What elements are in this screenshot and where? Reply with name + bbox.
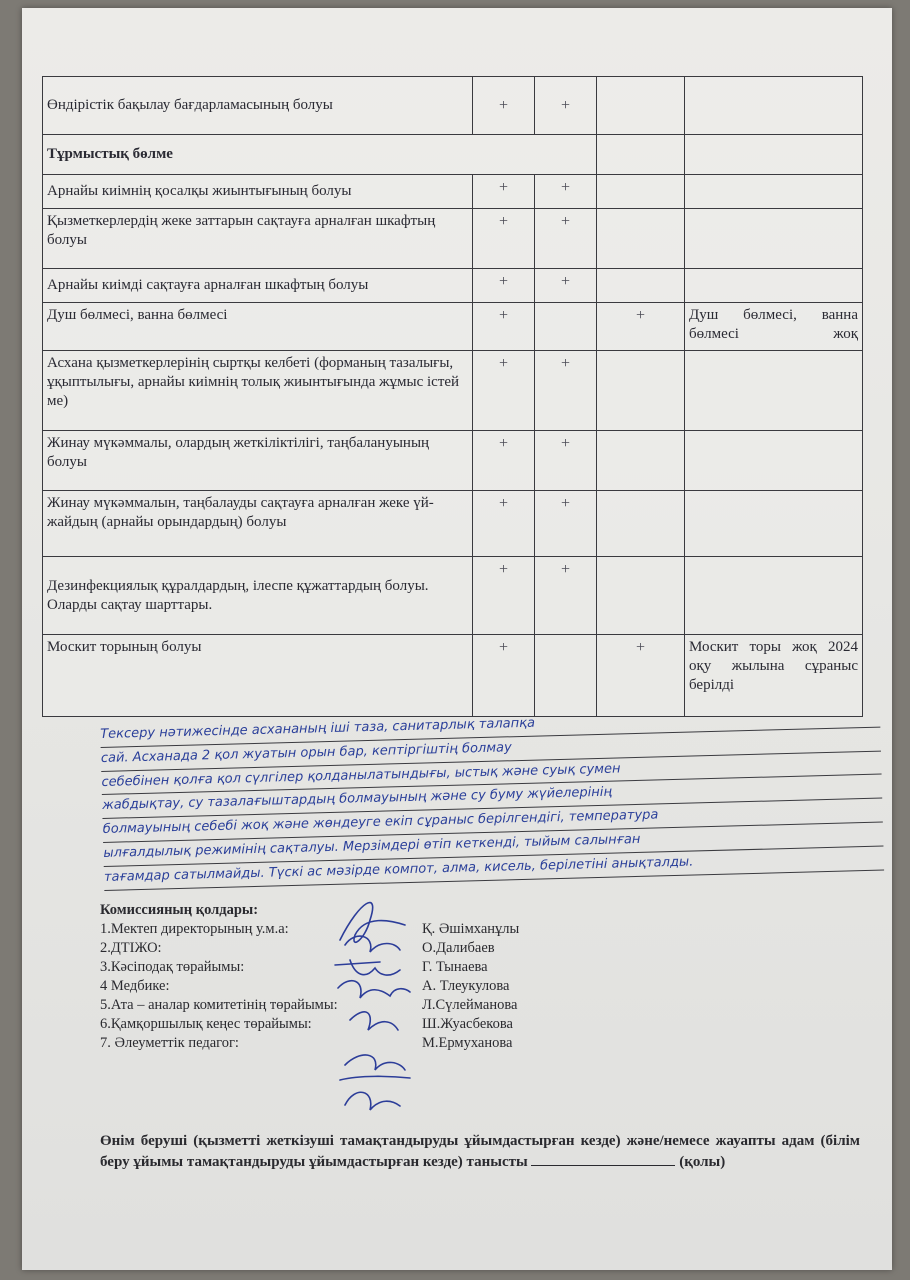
criterion-cell: Қызметкерлердің жеке заттарын сақтауға арналған шкафтың болуы: [43, 209, 473, 269]
handwritten-line: тағамдар сатылмайды. Түскі ас мәзірде компот, алма, кисель, берілетіні анықталды.: [104, 846, 884, 890]
mark-cell: +: [473, 303, 535, 351]
handwritten-line: жабдықтау, су тазалағыштардың болмауының және су буму жүйелерінің: [102, 775, 882, 819]
mark-cell: [597, 491, 685, 557]
signature-line: [531, 1151, 675, 1166]
mark-cell: +: [535, 175, 597, 209]
member-name: А. Тлеукулова: [422, 978, 510, 994]
signature-mark: [338, 981, 410, 998]
member-role: 5.Ата – аналар комитетінің төрайымы:: [100, 997, 338, 1013]
mark-cell: +: [473, 77, 535, 135]
handwritten-line: себебінен қолға қол сүлгілер қолданылатындығы, ыстық және суық сумен: [101, 751, 881, 795]
mark-cell: +: [535, 431, 597, 491]
mark-cell: +: [473, 491, 535, 557]
note-cell: [685, 557, 863, 635]
mark-cell: +: [473, 557, 535, 635]
mark-cell: +: [473, 351, 535, 431]
signature-mark: [345, 1092, 400, 1110]
handwritten-signatures: [320, 880, 430, 1130]
mark-cell: +: [473, 269, 535, 303]
provider-acknowledgement: [100, 1131, 860, 1172]
handwritten-line: Тексеру нәтижесінде асхананың іші таза, санитарлық талапқа: [100, 704, 880, 748]
handwritten-conclusion: [100, 704, 884, 891]
signature-mark: [340, 903, 405, 943]
note-cell: [685, 209, 863, 269]
member-role: 3.Кәсіподақ төрайымы:: [100, 959, 245, 975]
member-name: Қ. Әшімханұлы: [422, 921, 520, 937]
signature-mark: [340, 1055, 410, 1080]
mark-cell: +: [597, 303, 685, 351]
checklist-table: [42, 76, 863, 717]
commission-title: Комиссияның қолдары:: [100, 902, 259, 918]
member-role: 1.Мектеп директорының у.м.а:: [100, 921, 289, 937]
note-cell: Душ бөлмесі, ванна бөлмесі жоқ: [685, 303, 863, 351]
table-row: [43, 175, 863, 209]
member-name: Л.Сүлейманова: [422, 997, 518, 1013]
mark-cell: +: [473, 431, 535, 491]
criterion-cell: Жинау мүкәммалын, таңбалауды сақтауға арналған жеке үй-жайдың (арнайы орындардың) болуы: [43, 491, 473, 557]
table-row: [43, 557, 863, 635]
note-cell: [685, 491, 863, 557]
member-role: 7. Әлеуметтік педагог:: [100, 1035, 239, 1051]
mark-cell: +: [535, 491, 597, 557]
criterion-cell: Арнайы киімнің қосалқы жиынтығының болуы: [43, 175, 473, 209]
criterion-cell: Душ бөлмесі, ванна бөлмесі: [43, 303, 473, 351]
table-row: [43, 635, 863, 717]
note-cell: [685, 269, 863, 303]
criterion-cell: Өндірістік бақылау бағдарламасының болуы: [43, 77, 473, 135]
table-row: [43, 209, 863, 269]
member-name: Г. Тынаева: [422, 959, 488, 975]
handwritten-line: сай. Асханада 2 қол жуатын орын бар, кептіргіштің болмау: [101, 727, 881, 771]
mark-cell: [597, 175, 685, 209]
table-row: [43, 269, 863, 303]
mark-cell: +: [597, 635, 685, 717]
mark-cell: +: [473, 175, 535, 209]
signature-mark: [350, 1012, 398, 1030]
signature-mark: [335, 960, 400, 975]
mark-cell: +: [473, 209, 535, 269]
member-name: О.Далибаев: [422, 940, 495, 956]
mark-cell: [535, 303, 597, 351]
section-heading: Тұрмыстық бөлме: [43, 135, 597, 175]
table-row: [43, 77, 863, 135]
criterion-cell: Дезинфекциялық құралдардың, ілеспе құжаттардың болуы. Оларды сақтау шарттары.: [43, 557, 473, 635]
mark-cell: +: [535, 351, 597, 431]
mark-cell: +: [535, 77, 597, 135]
mark-cell: +: [535, 269, 597, 303]
note-cell: Москит торы жоқ 2024 оқу жылына сұраныс берілді: [685, 635, 863, 717]
table-row: [43, 491, 863, 557]
mark-cell: [597, 351, 685, 431]
handwritten-line: ылғалдылық режимінің сақталуы. Мерзімдері өтіп кеткенді, тыйым салынған: [103, 823, 883, 867]
signature-label: (қолы): [679, 1154, 726, 1170]
mark-cell: [597, 557, 685, 635]
table-row: [43, 351, 863, 431]
note-cell: [685, 431, 863, 491]
mark-cell: [597, 269, 685, 303]
mark-cell: [535, 635, 597, 717]
member-name: Ш.Жуасбекова: [422, 1016, 513, 1032]
criterion-cell: Жинау мүкәммалы, олардың жеткіліктілігі, таңбалануының болуы: [43, 431, 473, 491]
mark-cell: [597, 431, 685, 491]
criterion-cell: Арнайы киімді сақтауға арналған шкафтың болуы: [43, 269, 473, 303]
mark-cell: +: [535, 557, 597, 635]
mark-cell: +: [473, 635, 535, 717]
table-row: [43, 431, 863, 491]
table-row: [43, 135, 863, 175]
member-role: 4 Медбике:: [100, 978, 170, 994]
acknowledgement-text: Өнім беруші (қызметті жеткізуші тамақтандыруды ұйымдастырған кезде) және/немесе жауапты адам (білім беру ұйымы тамақтандыруды ұйымдастырған кезде) танысты: [100, 1133, 860, 1170]
criterion-cell: Асхана қызметкерлерінің сыртқы келбеті (форманың тазалығы, ұқыптылығы, арнайы киімнің толық жиынтығында жұмыс істей ме): [43, 351, 473, 431]
member-name: М.Ермуханова: [422, 1035, 513, 1051]
note-cell: [685, 77, 863, 135]
criterion-cell: Москит торының болуы: [43, 635, 473, 717]
member-role: 6.Қамқоршылық кеңес төрайымы:: [100, 1016, 312, 1032]
note-cell: [685, 175, 863, 209]
note-cell: [685, 351, 863, 431]
signature-mark: [345, 936, 400, 952]
table-row: [43, 303, 863, 351]
member-role: 2.ДТІЖО:: [100, 940, 162, 956]
mark-cell: [597, 77, 685, 135]
mark-cell: +: [535, 209, 597, 269]
handwritten-line: болмауының себебі жоқ және жөндеуге екіп сұраныс берілгендігі, температура: [102, 799, 882, 843]
mark-cell: [597, 209, 685, 269]
